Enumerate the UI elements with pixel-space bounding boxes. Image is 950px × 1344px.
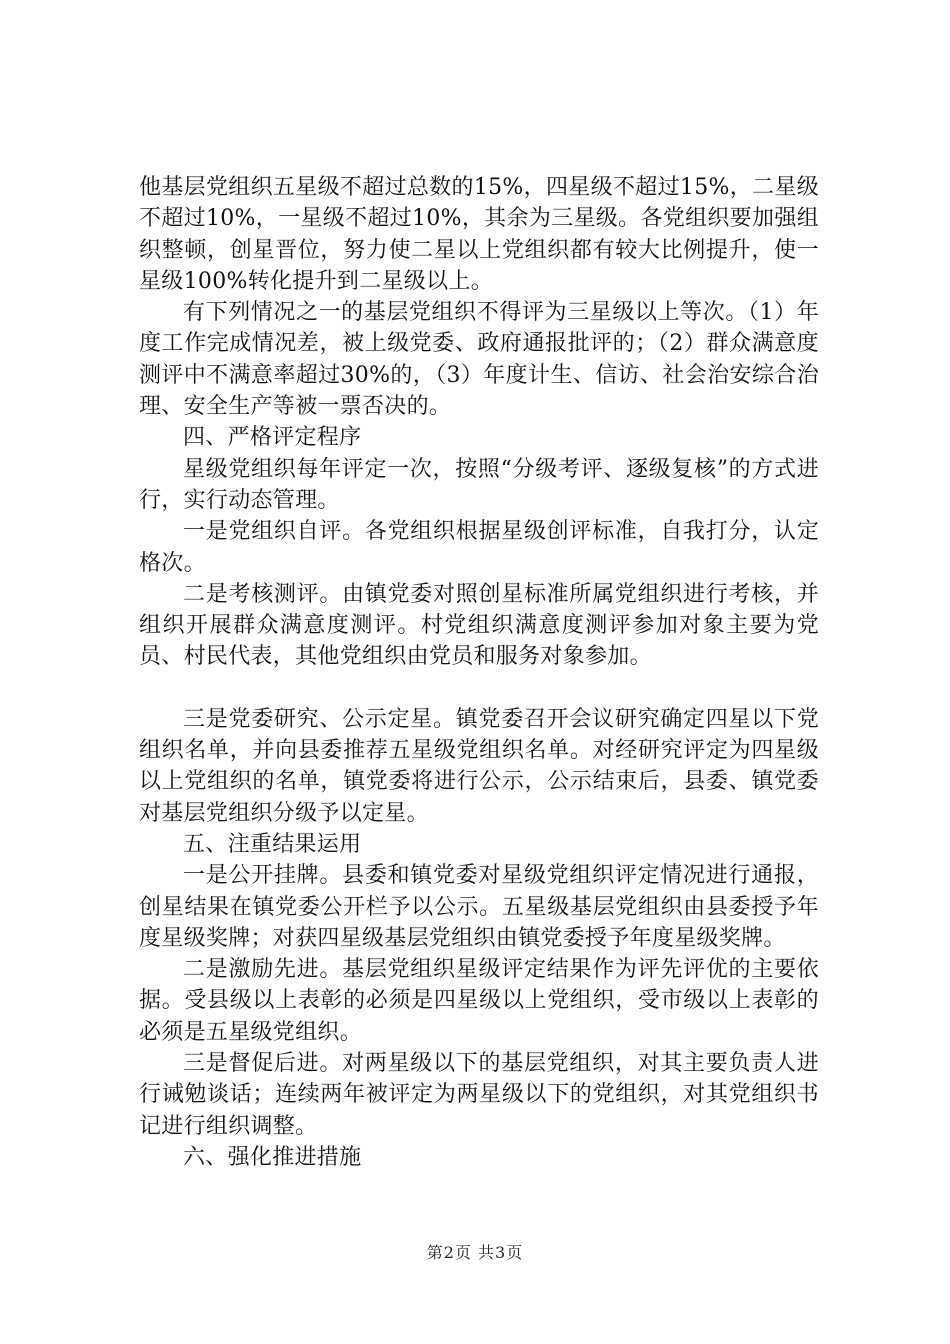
body-paragraph: 三是党委研究、公示定星。镇党委召开会议研究确定四星以下党组织名单，并向县委推荐五星级党组织名单。对经研究评定为四星级以上党组织的名单，镇党委将进行公示，公示结束后，县委、镇党委对基层党组织分级予以定星。 xyxy=(139,706,819,826)
paragraph-gap xyxy=(139,673,819,704)
body-paragraph: 二是激励先进。基层党组织星级评定结果作为评先评优的主要依据。受县级以上表彰的必须是四星级以上党组织，受市级以上表彰的必须是五星级党组织。 xyxy=(139,957,819,1045)
body-paragraph: 有下列情况之一的基层党组织不得评为三星级以上等次。（1）年度工作完成情况差，被上级党委、政府通报批评的；（2）群众满意度测评中不满意率超过30%的，（3）年度计生、信访、社会治安综合治理、安全生产等被一票否决的。 xyxy=(139,300,819,420)
section-heading: 六、强化推进措施 xyxy=(183,1144,362,1170)
body-paragraph: 星级党组织每年评定一次，按照“分级考评、逐级复核”的方式进行，实行动态管理。 xyxy=(139,456,819,513)
body-paragraph: 一是党组织自评。各党组织根据星级创评标准，自我打分，认定格次。 xyxy=(139,519,819,576)
document-body xyxy=(139,172,819,1173)
body-paragraph: 他基层党组织五星级不超过总数的15%，四星级不超过15%，二星级不超过10%，一星级不超过10%，其余为三星级。各党组织要加强组织整顿，创星晋位，努力使二星以上党组织都有较大比例提升，使一星级100%转化提升到二星级以上。 xyxy=(139,175,819,294)
body-paragraph: 一是公开挂牌。县委和镇党委对星级党组织评定情况进行通报，创星结果在镇党委公开栏予以公示。五星级基层党组织由县委授予年度星级奖牌；对获四星级基层党组织由镇党委授予年度星级奖牌。 xyxy=(139,863,819,951)
page-footer: 第2页 共3页 xyxy=(426,1243,524,1262)
section-heading: 四、严格评定程序 xyxy=(183,425,362,451)
section-heading: 五、注重结果运用 xyxy=(183,831,362,857)
body-paragraph: 二是考核测评。由镇党委对照创星标准所属党组织进行考核，并组织开展群众满意度测评。村党组织满意度测评参加对象主要为党员、村民代表，其他党组织由党员和服务对象参加。 xyxy=(139,581,819,670)
body-paragraph: 三是督促后进。对两星级以下的基层党组织，对其主要负责人进行诫勉谈话；连续两年被评定为两星级以下的党组织，对其党组织书记进行组织调整。 xyxy=(139,1051,819,1139)
